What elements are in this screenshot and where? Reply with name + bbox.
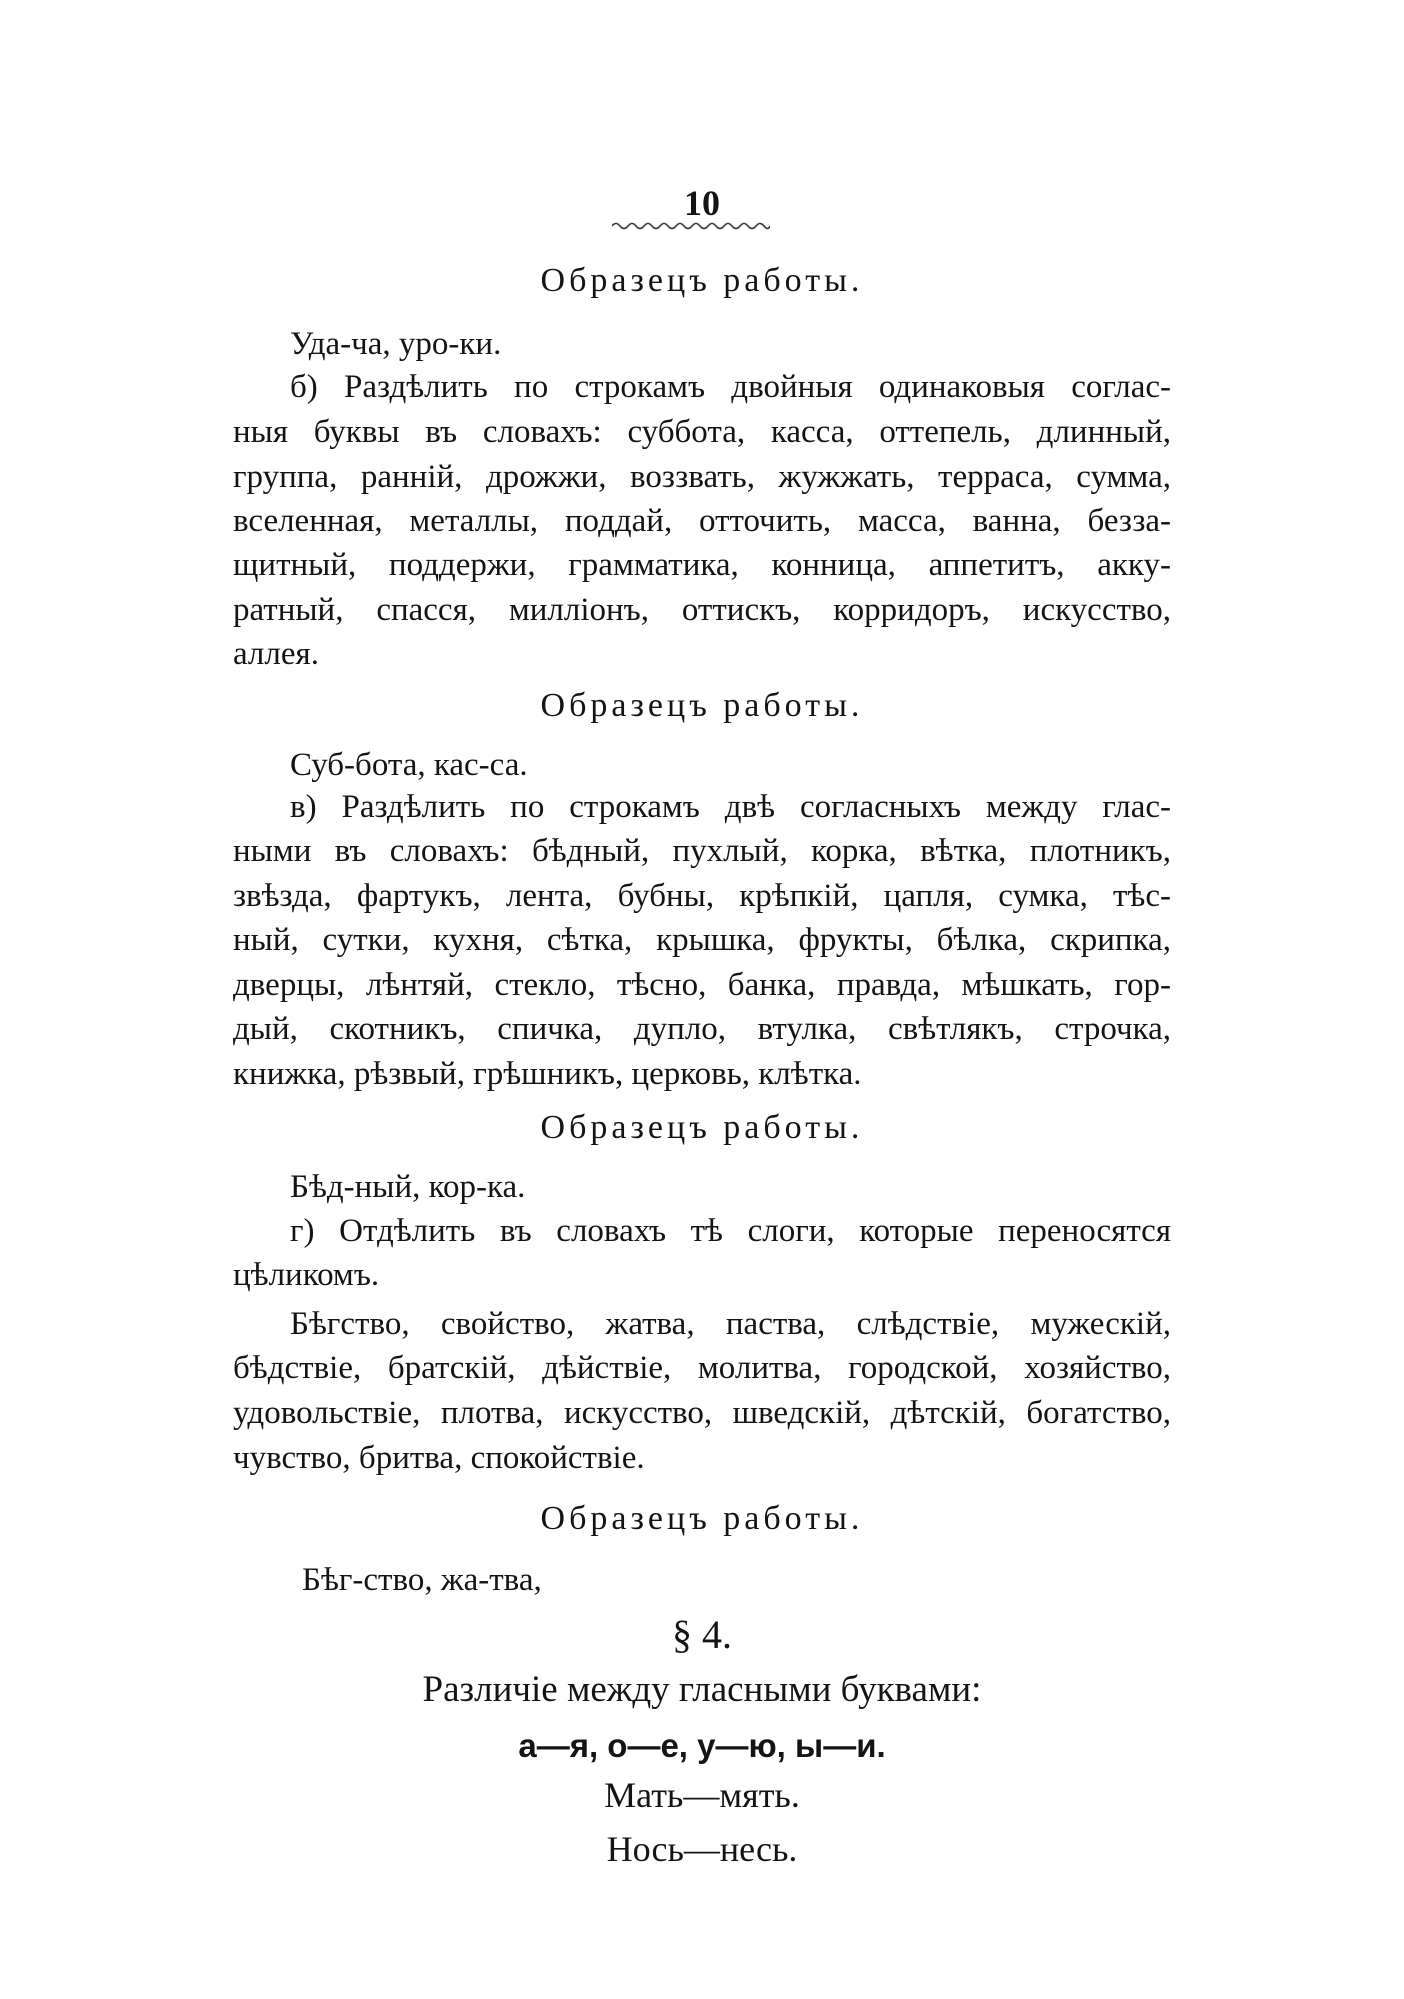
vowel-pairs: а—я, о—е, у—ю, ы—и. [518,1727,886,1764]
section-title: Различіе между гласными буквами: [422,1669,982,1710]
text-line: цѣликомъ. [233,1257,380,1293]
text-line: удовольствіе, плотва, искусство, шведскій, дѣтскій, богатство, [233,1395,1171,1431]
wavy-rule-ornament [612,220,770,232]
text-line: дверцы, лѣнтяй, стекло, тѣсно, банка, правда, мѣшкать, гор- [233,967,1171,1003]
text-line: ратный, спасся, милліонъ, оттискъ, корридоръ, искусство, [233,592,1171,628]
text-line: дый, скотникъ, спичка, дупло, втулка, свѣтлякъ, строчка, [233,1011,1171,1047]
text-line: звѣзда, фартукъ, лента, бубны, крѣпкій, цапля, сумка, тѣс- [233,878,1171,914]
sample-work-heading: Образецъ работы. [540,687,864,724]
text-line: Бѣгство, свойство, жатва, паства, слѣдствіе, мужескій, [290,1306,1171,1342]
section-number: § 4. [672,1612,732,1657]
text-line: ныя буквы въ словахъ: суббота, касса, оттепель, длинный, [233,414,1171,450]
sample-work-heading: Образецъ работы. [540,1109,864,1146]
text-line: вселенная, металлы, поддай, отточить, масса, ванна, безза- [233,503,1171,539]
sample-work-heading: Образецъ работы. [540,1500,864,1537]
text-line: ный, сутки, кухня, сѣтка, крышка, фрукты, бѣлка, скрипка, [233,922,1171,958]
text-line: аллея. [233,636,319,672]
text-line: чувство, бритва, спокойствіе. [233,1440,645,1476]
text-line: книжка, рѣзвый, грѣшникъ, церковь, клѣтка. [233,1056,862,1092]
text-line: ными въ словахъ: бѣдный, пухлый, корка, вѣтка, плотникъ, [233,833,1171,869]
text-line: в) Раздѣлить по строкамъ двѣ согласныхъ между глас- [290,789,1171,825]
sample-work-heading: Образецъ работы. [540,262,864,299]
text-line: б) Раздѣлить по строкамъ двойныя одинаковыя соглас- [290,369,1171,405]
example-line: Нось—несь. [606,1829,798,1869]
page-number: 10 [684,183,720,223]
text-line: группа, ранній, дрожжи, воззвать, жужжать, терраса, сумма, [233,459,1171,495]
text-line: бѣдствіе, братскій, дѣйствіе, молитва, городской, хозяйство, [233,1350,1171,1386]
text-line: Уда-ча, уро-ки. [290,326,502,362]
text-line: Бѣд-ный, кор-ка. [290,1169,526,1205]
example-line: Мать—мять. [604,1775,800,1815]
text-line: Суб-бота, кас-са. [290,747,528,783]
text-line: г) Отдѣлить въ словахъ тѣ слоги, которые переносятся [290,1213,1171,1249]
text-line: Бѣг-ство, жа-тва, [302,1562,542,1598]
text-line: щитный, поддержи, грамматика, конница, аппетитъ, акку- [233,547,1171,583]
